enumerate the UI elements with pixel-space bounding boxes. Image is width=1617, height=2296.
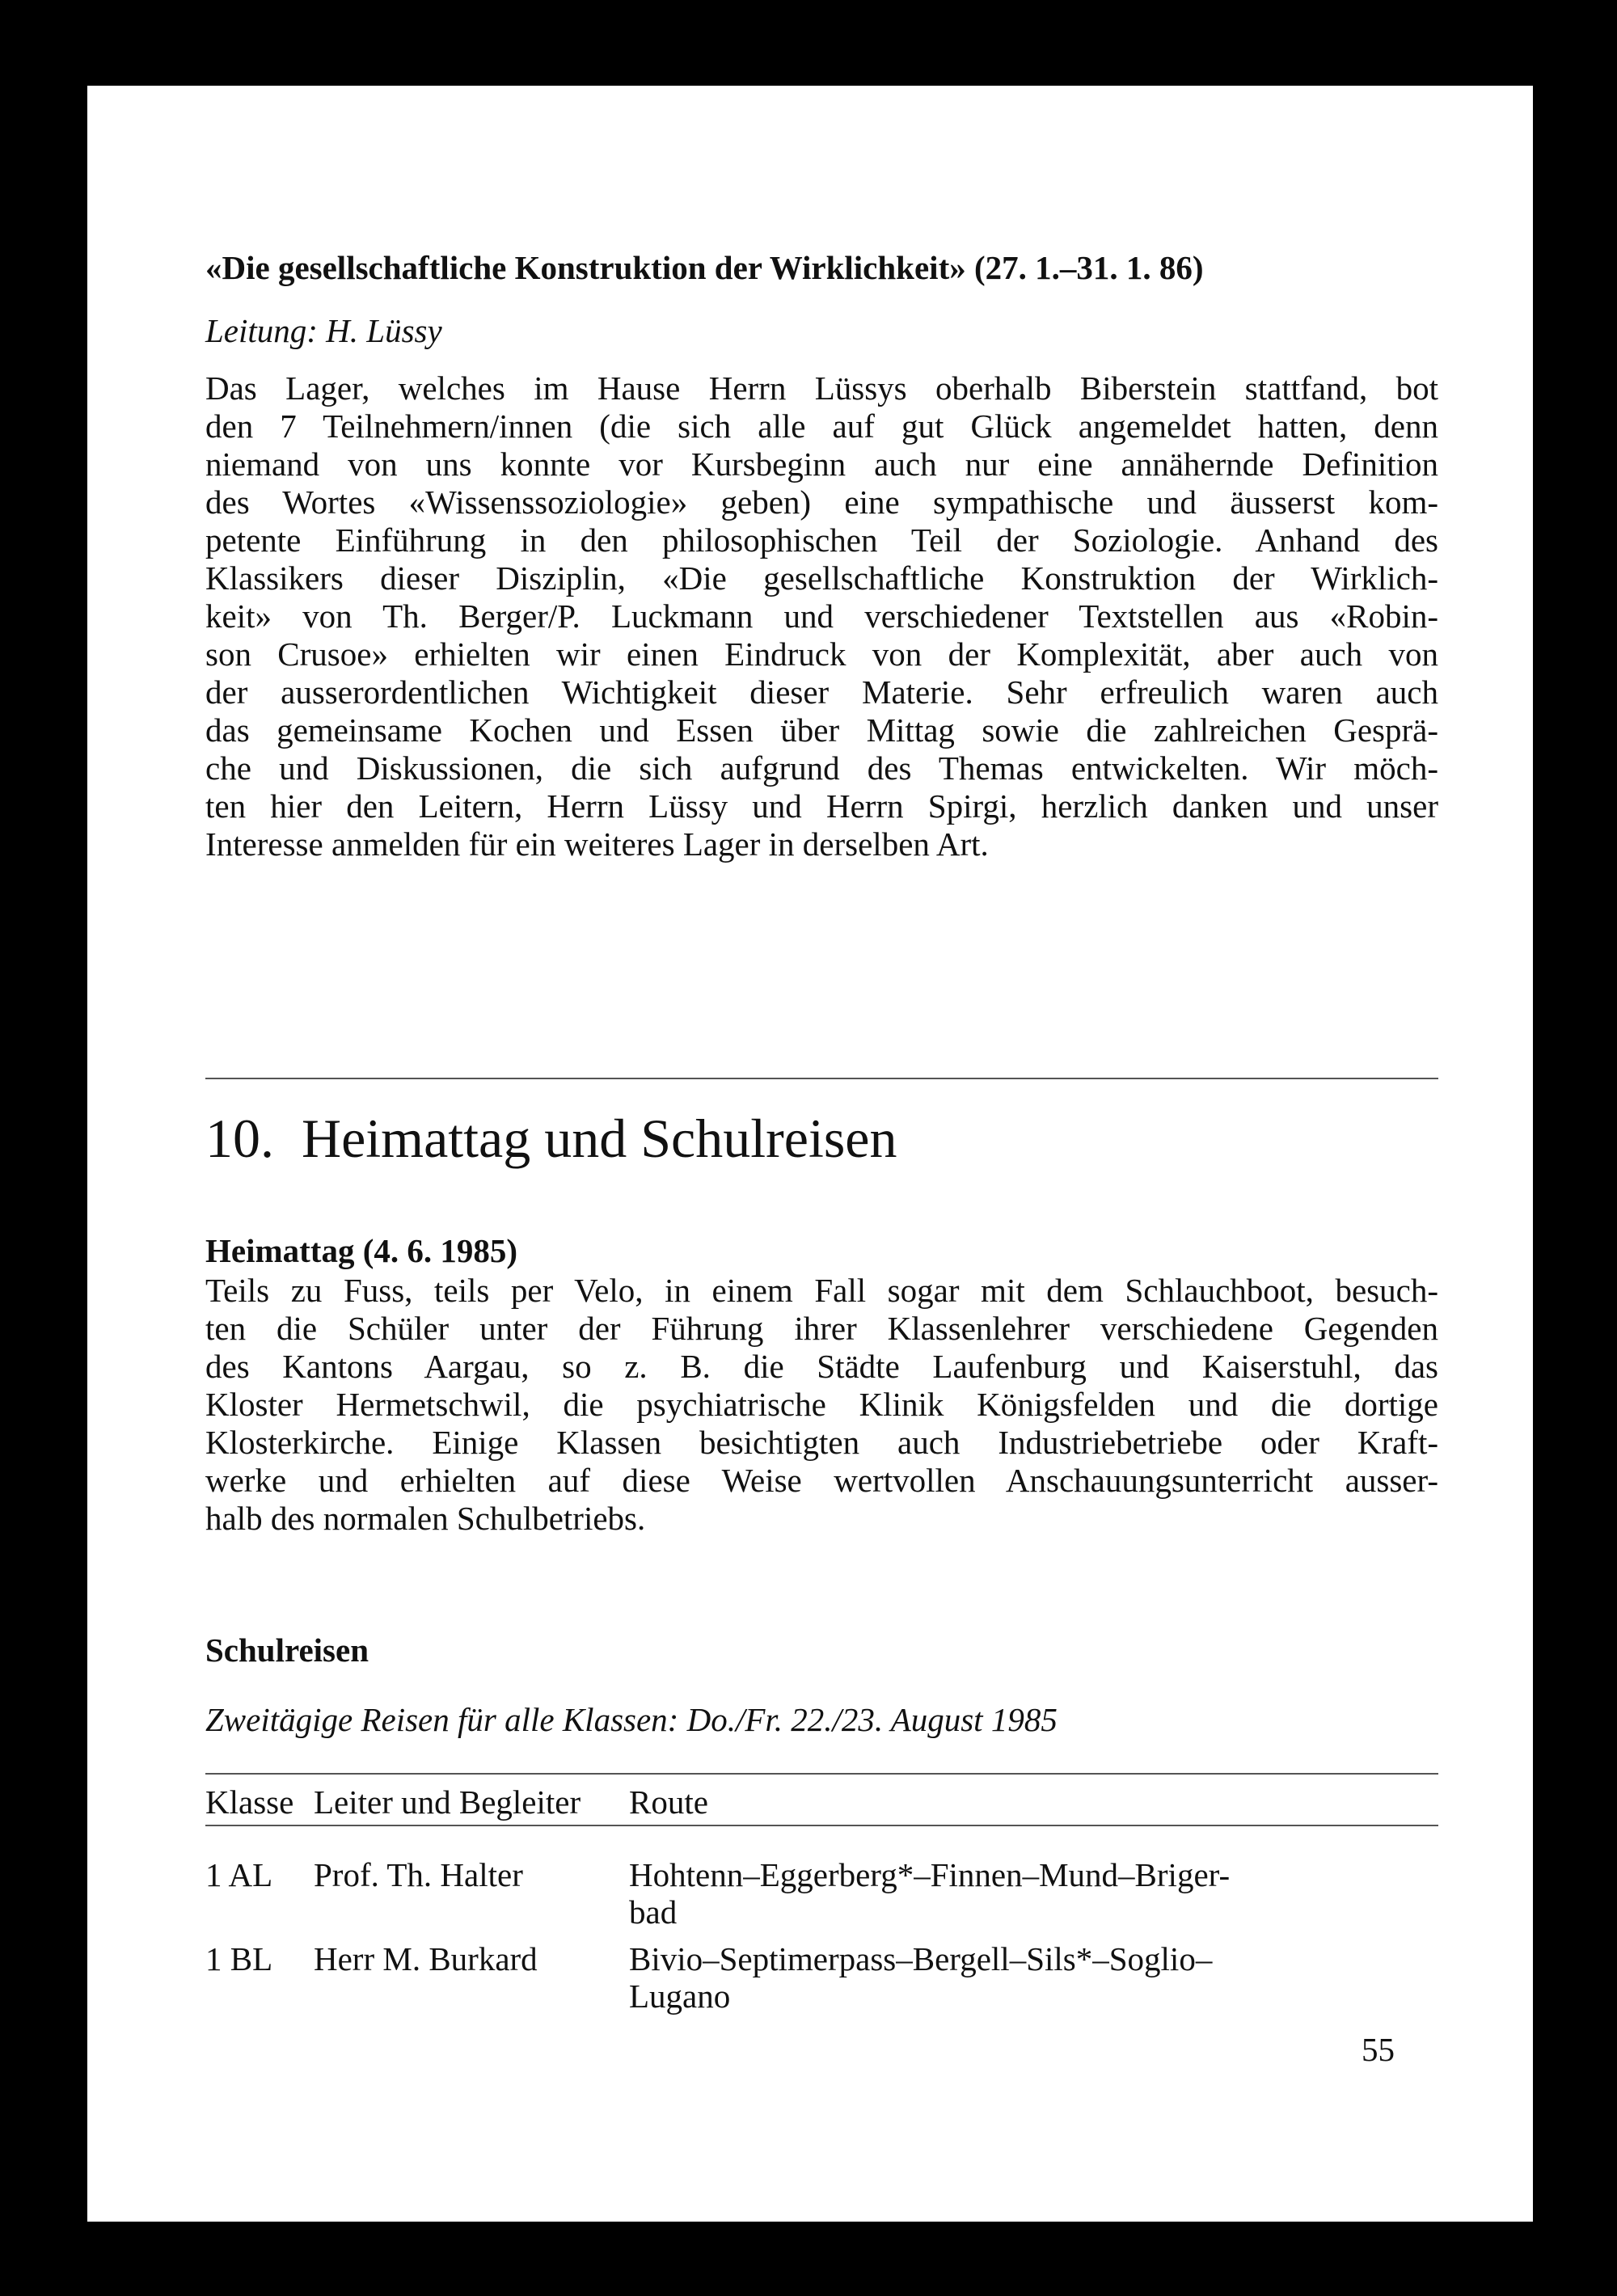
text-line: Teils zu Fuss, teils per Velo, in einem Fall sogar mit dem Schlauchboot, besuch- bbox=[205, 1272, 1438, 1309]
text-line: keit» von Th. Berger/P. Luckmann und verschiedener Textstellen aus «Robin- bbox=[205, 597, 1438, 635]
table-header-rule bbox=[205, 1825, 1438, 1826]
text-line: Klassikers dieser Disziplin, «Die gesellschaftliche Konstruktion der Wirklich- bbox=[205, 559, 1438, 597]
table-cell-klasse: 1 AL bbox=[205, 1856, 273, 1893]
text-line: der ausserordentlichen Wichtigkeit dieser Materie. Sehr erfreulich waren auch bbox=[205, 673, 1438, 711]
text-line: werke und erhielten auf diese Weise wertvollen Anschauungsunterricht ausser- bbox=[205, 1462, 1438, 1499]
text-line: petente Einführung in den philosophischen Teil der Soziologie. Anhand des bbox=[205, 521, 1438, 559]
text-line: ten die Schüler unter der Führung ihrer Klassenlehrer verschiedene Gegenden bbox=[205, 1310, 1438, 1347]
text-line: des Wortes «Wissenssoziologie» geben) eine sympathische und äusserst kom- bbox=[205, 483, 1438, 521]
table-cell-route: bad bbox=[629, 1893, 678, 1931]
text-line: Das Lager, welches im Hause Herrn Lüssys oberhalb Biberstein stattfand, bot bbox=[205, 369, 1438, 407]
table-cell-leiter: Herr M. Burkard bbox=[314, 1940, 538, 1977]
heimattag-paragraph bbox=[205, 1272, 1438, 1538]
text-line: Kloster Hermetschwil, die psychiatrische Klinik Königsfelden und die dortige bbox=[205, 1386, 1438, 1423]
schulreisen-subtitle: Zweitägige Reisen für alle Klassen: Do./Fr. 22./23. August 1985 bbox=[205, 1701, 1058, 1738]
schulreisen-title: Schulreisen bbox=[205, 1631, 369, 1669]
document-page bbox=[87, 86, 1533, 2222]
table-header-leiter: Leiter und Begleiter bbox=[314, 1783, 581, 1821]
section-divider bbox=[205, 1078, 1438, 1079]
table-cell-leiter: Prof. Th. Halter bbox=[314, 1856, 523, 1893]
text-line: Interesse anmelden für ein weiteres Lager in derselben Art. bbox=[205, 825, 989, 863]
text-line: des Kantons Aargau, so z. B. die Städte Laufenburg und Kaiserstuhl, das bbox=[205, 1348, 1438, 1385]
table-cell-route: Bivio–Septimerpass–Bergell–Sils*–Soglio– bbox=[629, 1940, 1213, 1977]
camp-title: «Die gesellschaftliche Konstruktion der Wirklichkeit» (27. 1.–31. 1. 86) bbox=[205, 249, 1204, 286]
text-line: son Crusoe» erhielten wir einen Eindruck von der Komplexität, aber auch von bbox=[205, 635, 1438, 673]
page-number: 55 bbox=[1362, 2031, 1395, 2068]
text-line: den 7 Teilnehmern/innen (die sich alle auf gut Glück angemeldet hatten, denn bbox=[205, 407, 1438, 445]
text-line: ten hier den Leitern, Herrn Lüssy und Herrn Spirgi, herzlich danken und unser bbox=[205, 787, 1438, 825]
table-top-rule bbox=[205, 1773, 1438, 1775]
camp-leader: Leitung: H. Lüssy bbox=[205, 312, 442, 349]
text-line: che und Diskussionen, die sich aufgrund des Themas entwickelten. Wir möch- bbox=[205, 749, 1438, 787]
camp-report-paragraph bbox=[205, 369, 1438, 863]
table-header-klasse: Klasse bbox=[205, 1783, 294, 1821]
table-cell-route: Lugano bbox=[629, 1977, 731, 2015]
text-line: Klosterkirche. Einige Klassen besichtigten auch Industriebetriebe oder Kraft- bbox=[205, 1424, 1438, 1461]
table-cell-route: Hohtenn–Eggerberg*–Finnen–Mund–Briger- bbox=[629, 1856, 1231, 1893]
text-line: das gemeinsame Kochen und Essen über Mittag sowie die zahlreichen Gesprä- bbox=[205, 711, 1438, 749]
section-heading: 10. Heimattag und Schulreisen bbox=[205, 1108, 897, 1169]
heimattag-title: Heimattag (4. 6. 1985) bbox=[205, 1232, 517, 1269]
text-line: halb des normalen Schulbetriebs. bbox=[205, 1500, 646, 1537]
table-cell-klasse: 1 BL bbox=[205, 1940, 273, 1977]
text-line: niemand von uns konnte vor Kursbeginn auch nur eine annähernde Definition bbox=[205, 445, 1438, 483]
table-header-route: Route bbox=[629, 1783, 708, 1821]
